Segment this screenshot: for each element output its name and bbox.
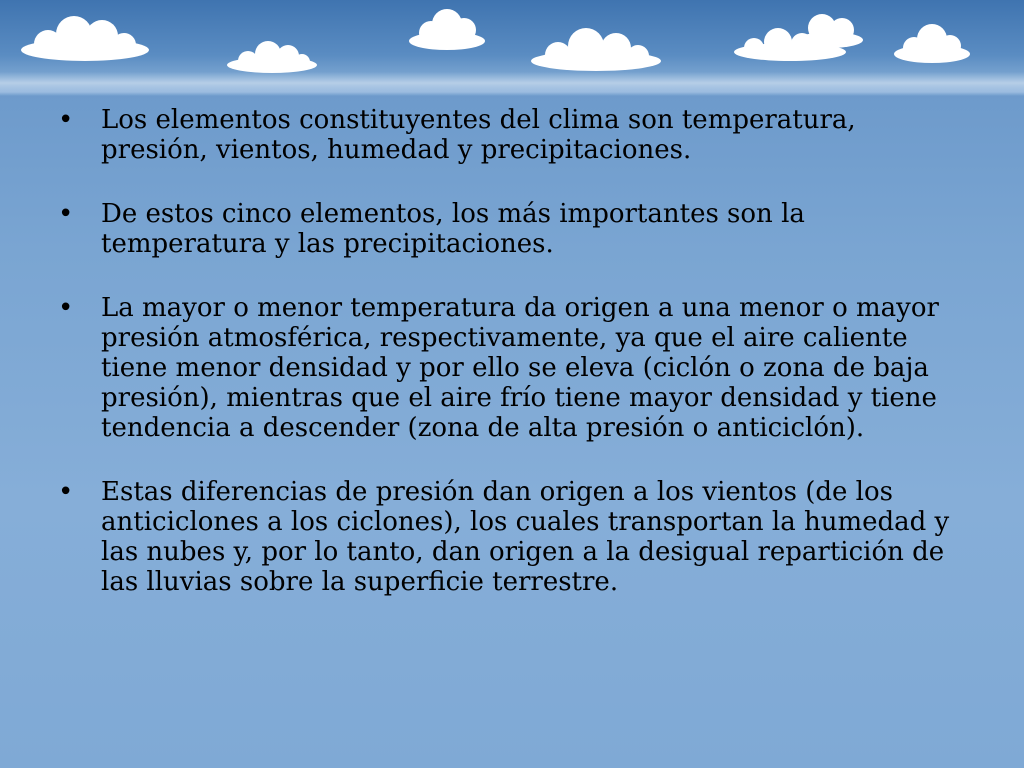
bullet-text: La mayor o menor temperatura da origen a una menor o mayor presión atmosférica, respectivamente, ya que el aire caliente tiene menor densidad y por ello se eleva (ciclón o zona de baja presión), mientras que el aire frío tiene mayor densidad y tiene tendencia a descender (zona de alta presión o anticiclón). bbox=[101, 293, 939, 443]
cloud-icon bbox=[528, 26, 664, 72]
bullet-item bbox=[58, 199, 968, 259]
bullet-marker: • bbox=[58, 477, 74, 507]
cloud-icon bbox=[224, 40, 320, 74]
cloud-icon bbox=[407, 8, 487, 52]
bullet-text: De estos cinco elementos, los más importantes son la temperatura y las precipitaciones. bbox=[101, 199, 805, 259]
cloud-icon bbox=[892, 22, 972, 64]
bullet-item bbox=[58, 293, 968, 443]
bullet-item bbox=[58, 105, 968, 165]
bullet-list bbox=[58, 105, 968, 631]
bullet-item bbox=[58, 477, 968, 597]
bullet-marker: • bbox=[58, 293, 74, 323]
bullet-marker: • bbox=[58, 105, 74, 135]
bullet-text: Los elementos constituyentes del clima son temperatura, presión, vientos, humedad y precipitaciones. bbox=[101, 105, 856, 165]
horizon-haze bbox=[0, 72, 1024, 92]
bullet-marker: • bbox=[58, 199, 74, 229]
cloud-icon bbox=[730, 10, 866, 62]
bullet-text: Estas diferencias de presión dan origen a los vientos (de los anticiclones a los ciclones), los cuales transportan la humedad y las nubes y, por lo tanto, dan origen a la desigual repartición de las lluvias sobre la superficie terrestre. bbox=[101, 477, 950, 597]
cloud-icon bbox=[18, 14, 153, 62]
